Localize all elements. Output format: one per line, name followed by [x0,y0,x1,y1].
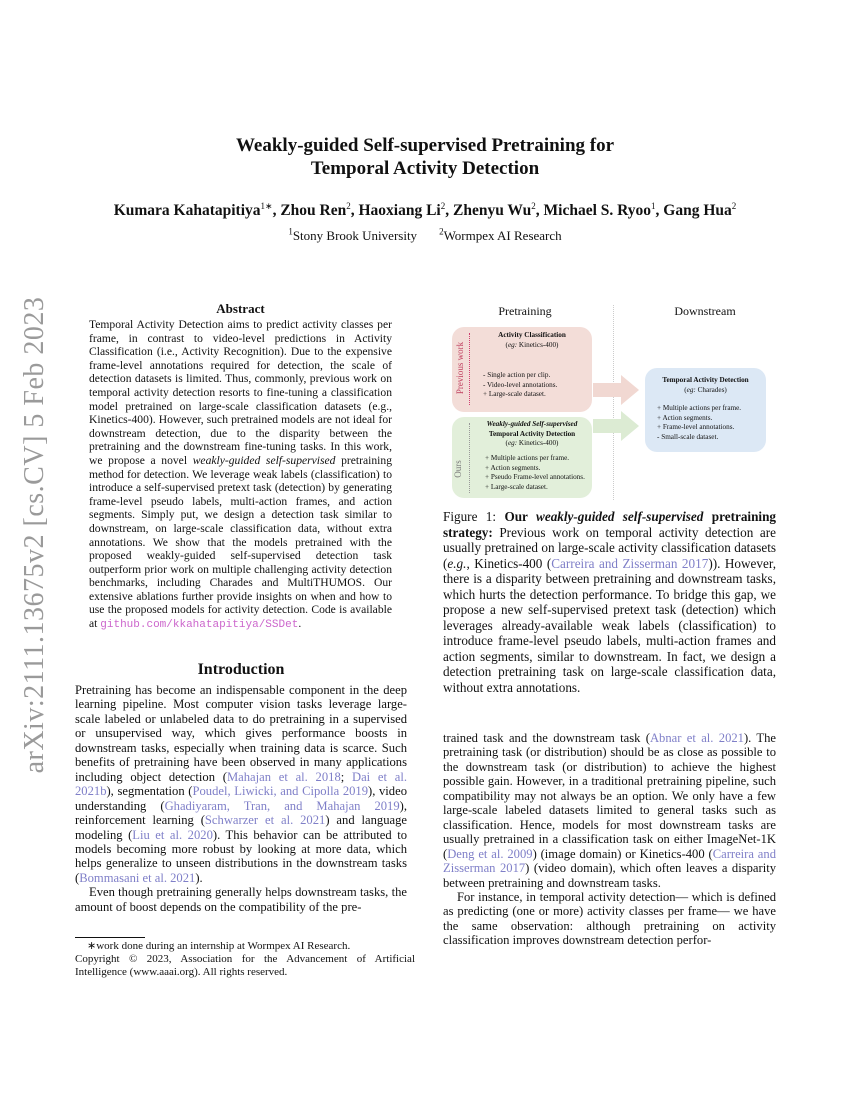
text-run: Previous work on temporal activity detection are usually pretrained on large-scale activity classification datasets ( [443,524,776,571]
citation-link[interactable]: Schwarzer et al. 2021 [204,813,326,828]
text-run: ), reinforcement learning ( [75,798,407,828]
paragraph [443,509,776,695]
feature-item: - Video-level annotations. [483,380,558,389]
eg-label: eg: [507,439,518,448]
eg-label: eg: [507,340,518,349]
abstract-heading: Abstract [216,301,265,316]
downstream-box: Temporal Activity Detection (eg: Charades) + Multiple actions per frame. + Action segments. + Frame-level annotations. - Small-scale dataset. [645,368,766,452]
feature-item: + Frame-level annotations. [657,423,735,432]
copyright-notice: Copyright © 2023, Association for the Advancement of Artificial Intelligence (www.aaai.org). All rights reserved. [75,953,415,978]
citation-link[interactable]: Carreira and Zisserman 2017 [551,555,709,571]
feature-item: + Large-scale dataset. [485,482,548,491]
paper-title [0,134,850,180]
affiliation: $^1$Stony Brook University [288,227,418,244]
box-title-italic: Weakly-guided Self-supervised [486,420,578,428]
text-run: weakly-guided self-supervised [536,509,704,524]
author-name: Haoxiang Li$^2$ [358,201,446,220]
author-name: Michael S. Ryoo$^1$ [543,201,656,220]
feature-item: + Multiple actions per frame. [657,404,742,412]
paragraph [89,318,392,633]
feature-item: + Action segments. [657,413,713,422]
feature-item: - Single action per clip. [483,371,551,379]
author-name: Zhenyu Wu$^2$ [453,201,536,220]
feature-item: + Large-scale dataset. [483,390,546,399]
citation-link[interactable]: Liu et al. 2020 [132,827,213,842]
text-run: Temporal Activity Detection aims to predict activity classes per frame, in contrast to video-level predictions in Activity Classification (i.e., Activity Recognition). Due to the expensive frame-level annotations required for detection, the scale of detection datasets is limited. Thus, commonly, previous work on temporal activity detection resorts to fine-tuning a classification model pretrained on large-scale classification datasets (e.g., Kinetics-400). However, such pretrained models are not ideal for downstream detection, due to the disparity between the pretraining and the downstream fine-tuning tasks. In this work, we propose a novel [89,318,392,467]
previous-work-label: Previous work [455,341,466,395]
text-run: For instance, in temporal activity detection— which is defined as predicting (one or more) activity classes per frame— we have the same observation: although pretraining on activity classification improves downstream detection perfor- [443,889,776,948]
citation-link[interactable]: Ghadiyaram, Tran, and Mahajan 2019 [164,798,400,813]
text-run: ; [340,769,352,784]
footnote-divider [75,937,145,938]
author-name: Zhou Ren$^2$ [280,201,351,220]
author-affiliation-mark: 2 [731,201,737,211]
text-run: ) and language modeling ( [75,813,407,842]
title-line: Temporal Activity Detection [310,158,540,179]
feature-item: + Action segments. [485,463,541,472]
paragraph [443,890,776,948]
author-affiliation-mark: 2 [346,201,351,211]
footnotes [75,940,415,979]
author-affiliation-mark: 2 [531,201,536,211]
box-title: Temporal Activity Detection [662,376,749,384]
code-url-link[interactable]: github.com/kkahatapitiya/SSDet [100,619,299,632]
citation-link[interactable]: Deng et al. 2009 [447,846,533,861]
citation-link[interactable]: Carreira and Zisserman 2017 [443,846,776,876]
text-run: Even though pretraining generally helps downstream tasks, the amount of boost depends on the compatibility of the pre- [75,885,407,914]
text-run: weakly-guided self-supervised [192,453,336,467]
author-list: Kumara Kahatapitiya$^{1∗}$, Zhou Ren$^2$, Haoxiang Li$^2$, Zhenyu Wu$^2$, Michael S. Ryoo$^1$, Gang Hua$^2$ [113,201,737,220]
text-run: pretraining strategy: [443,509,776,540]
ours-box: Ours Weakly-guided Self-supervised Temporal Activity Detection (eg: Kinetics-400) + Multiple actions per frame. + Action segments. + Pseudo Frame-level annotations. + Large-scale dataset. [452,417,592,498]
abstract-text [89,318,392,633]
affiliation: $^2$Wormpex AI Research [439,227,562,244]
previous-work-box: Previous work Activity Classification (eg: Kinetics-400) - Single action per clip. - Video-level annotations. + Large-scale dataset. [452,327,592,412]
text-run: . [298,617,302,631]
paragraph [443,731,776,890]
divider [469,423,470,493]
feature-item: - Small-scale dataset. [657,432,719,441]
footnote: ∗work done during an internship at Wormpex AI Research. [87,940,351,952]
citation-link[interactable]: Bommasani et al. 2021 [79,870,196,885]
text-run: ) (video domain), which often leaves a disparity between pretraining and downstream tasks. [443,861,777,890]
text-run: ), video understanding ( [75,784,407,813]
text-run: e.g. [447,555,467,571]
affiliations [0,227,850,244]
text-run: ), segmentation ( [106,784,193,799]
dataset-name: Kinetics-400) [517,439,559,448]
citation-link[interactable]: Poudel, Liwicki, and Cipolla 2019 [192,784,369,799]
intro-right-text [443,731,776,948]
box-title: Temporal Activity Detection [488,429,576,438]
paragraph [75,885,407,914]
citation-link[interactable]: Dai et al. 2021b [75,769,407,799]
text-run: Figure 1: [443,509,505,524]
author-affiliation-mark: 1 [651,201,656,211]
text-run: ). [195,870,203,885]
feature-item: + Multiple actions per frame. [485,454,570,462]
author-affiliation-mark: 2 [440,201,446,211]
figure-1-diagram [440,295,780,505]
box-title: Activity Classification [498,331,566,339]
arrow-ours [593,411,639,441]
author-name: Kumara Kahatapitiya$^{1∗}$ [113,201,273,220]
citation-link[interactable]: Abnar et al. 2021 [649,731,744,745]
text-run: ). The pretraining task (or distribution) should be as close as possible to the downstream task (or distribution) to achieve the highest possible gain. However, in a traditional pretraining pipeline, such compatibility may not always be an option. We only have a few large-scale labeled datasets limited to general tasks such as classification. Hence, models for most downstream tasks are usually pretrained in a classification task on either ImageNet-1K ( [443,731,777,861]
arrow-previous [593,375,639,405]
text-run: Pretraining has become an indispensable component in the deep learning pipeline. Most computer vision tasks leverage large-scale labeled or unlabeled data to do pretraining in a supervised or unsupervised way, which gives performance boosts in downstream tasks, especially when training data is scarce. Such benefits of pretraining have been observed in many applications including object detection ( [75,683,407,784]
pretraining-column-label: Pretraining [498,304,552,318]
text-run: Our [504,509,537,524]
author-name: Gang Hua$^2$ [663,201,737,220]
citation-link[interactable]: Mahajan et al. 2018 [226,769,341,784]
divider [469,333,470,405]
title-line: Weakly-guided Self-supervised Pretraining for [235,135,615,156]
text-run: , Kinetics-400 ( [466,555,552,571]
arrows [593,375,643,445]
dataset-name: Kinetics-400) [517,340,559,349]
author-affiliation-mark: 1∗ [260,201,273,211]
ours-label: Ours [452,460,463,478]
text-run: ) (image domain) or Kinetics-400 ( [532,846,713,861]
introduction-heading: Introduction [197,661,285,678]
downstream-column-label: Downstream [674,304,736,318]
figure-1-caption [443,509,776,695]
text-run: ). This behavior can be attributed to models becoming more robust by looking at more data, which helps generalize to unseen distributions in the downstream tasks ( [75,827,407,885]
arxiv-identifier: arXiv:2111.13675v2 [cs.CV] 5 Feb 2023 [19,296,50,774]
feature-item: + Pseudo Frame-level annotations. [485,473,585,482]
dataset-name: Charades) [695,385,727,394]
text-run: )). However, there is a disparity between pretraining and downstream tasks, which hurts the detection performance. To bridge this gap, we propose a new self-supervised pretext task (detection) which leverages already-available weak labels (classification) to introduce frame-level pseudo labels, multi-action frames and action segments, similar to downstream. In fact, we design a detection pretraining task on large-scale classification data, without extra annotations. [443,555,776,695]
eg-label: eg: [686,385,696,394]
intro-left-text [75,683,407,914]
text-run: pretraining method for detection. We leverage weak labels (classification) to introduce a self-supervised pretext task (detection) by generating frame-level pseudo labels, multi-action frames, and action segments. Simply put, we design a detection task similar to downstream, on large-scale classification data, without extra annotations. We show that the models pretrained with the proposed weakly-guided self-supervised detection task outperform prior work on multiple challenging activity detection benchmarks, including Charades and MultiTHUMOS. Our extensive ablations further provide insights on when and how to use the proposed models for activity detection. Code is available at [89,453,392,631]
text-run: trained task and the downstream task ( [443,731,650,745]
paragraph [75,683,407,885]
